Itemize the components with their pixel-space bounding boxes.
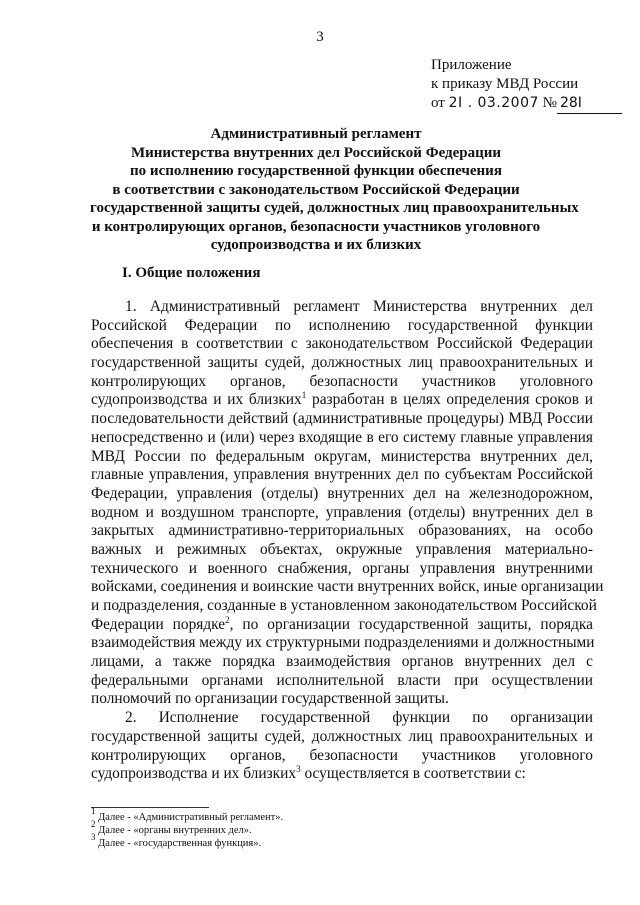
appendix-date-line bbox=[431, 94, 622, 114]
paragraph-line bbox=[91, 391, 593, 410]
title-line: в соответствии с законодательством Российской Федерации bbox=[112, 181, 520, 198]
footnote-ref: 3 bbox=[296, 764, 301, 775]
paragraph-line: государственной защиты судей, должностных лиц правоохранительных и bbox=[91, 727, 593, 745]
paragraph-line: главные управления, управления внутренних дел по субъектам Российской bbox=[91, 466, 593, 484]
paragraph-line: непосредственно и (или) через входящие в его систему главные управления bbox=[91, 428, 593, 446]
paragraph-line bbox=[91, 616, 593, 635]
document-title bbox=[90, 125, 579, 255]
title-line: судопроизводства и их близких bbox=[210, 237, 422, 253]
paragraph-line: 1. Административный регламент Министерства внутренних дел bbox=[125, 298, 593, 315]
title-line: государственной защиты судей, должностных лиц правоохранительных bbox=[90, 200, 579, 216]
paragraph-line: Российской Федерации по исполнению государственной функции bbox=[91, 316, 593, 334]
paragraph-line: Федерации, управления (отделы) внутренних дел на железнодорожном, bbox=[91, 484, 593, 502]
paragraph-line: важных и режимных объектах, окружные управления материально- bbox=[91, 540, 593, 558]
footnote-ref: 2 bbox=[225, 614, 230, 625]
footnote-separator bbox=[91, 807, 209, 808]
paragraph-line: полномочий по организации государственной защиты. bbox=[91, 690, 449, 708]
paragraph-line: 2. Исполнение государственной функции по организации bbox=[125, 709, 593, 727]
paragraph-line: войсками, соединения и воинские части внутренних войск, иные организации bbox=[91, 578, 604, 596]
footnote bbox=[91, 806, 284, 824]
title-line: Министерства внутренних дел Российской Федерации bbox=[130, 144, 502, 161]
number-label: № bbox=[542, 95, 557, 111]
appendix-title: Приложение bbox=[431, 57, 512, 73]
footnote-text: Далее - «государственная функция». bbox=[98, 838, 262, 849]
paragraph-line: контролирующих органов, безопасности участников уголовного bbox=[91, 746, 593, 764]
footnote bbox=[91, 832, 283, 850]
section-heading: I. Общие положения bbox=[122, 265, 261, 281]
footnotes bbox=[91, 806, 284, 850]
paragraph-line: МВД России по федеральным округам, министерства внутренних дел, bbox=[91, 447, 593, 465]
footnote-mark: 1 bbox=[91, 806, 96, 816]
paragraph-line: последовательности действий (административные процедуры) МВД России bbox=[91, 410, 593, 428]
paragraph-line: контролирующих органов, безопасности участников уголовного bbox=[91, 372, 593, 390]
paragraph-line: закрытых административно-территориальных образованиях, на особо bbox=[91, 522, 593, 540]
title-line: по исполнению государственной функции обеспечения bbox=[130, 163, 502, 179]
paragraph-line: водном и воздушном транспорте, управления (отделы) внутренних дел в bbox=[91, 503, 593, 521]
appendix-block bbox=[431, 56, 622, 114]
footnote-mark: 3 bbox=[91, 832, 96, 842]
body-text bbox=[91, 298, 604, 784]
page-number: 3 bbox=[316, 29, 324, 45]
text-fragment: Федерации порядке bbox=[91, 615, 226, 633]
order-number: 28I bbox=[557, 94, 622, 114]
paragraph-line: и подразделения, созданные в установленном законодательством Российской bbox=[91, 597, 597, 614]
date-prefix: от bbox=[431, 95, 445, 111]
text-fragment: осуществляется в соответствии с: bbox=[304, 765, 526, 783]
footnote bbox=[91, 819, 283, 837]
title-line: и контролирующих органов, безопасности участников уголовного bbox=[91, 218, 541, 235]
text-fragment: , по организации государственной защиты, порядка bbox=[229, 615, 593, 633]
paragraph-line: обеспечения в соответствии с законодательством Российской Федерации bbox=[91, 335, 593, 353]
paragraph-line: федеральными органами исполнительной власти при осуществлении bbox=[91, 671, 593, 689]
footnote-text: Далее - «Административный регламент». bbox=[98, 812, 284, 823]
order-date: 2I . 03.2007 bbox=[448, 95, 539, 111]
paragraph-line: лицами, а также порядка взаимодействия органов внутренних дел с bbox=[91, 653, 593, 671]
text-fragment: судопроизводства и их близких bbox=[91, 765, 297, 783]
text-fragment: разработан в целях определения сроков и bbox=[312, 391, 593, 409]
paragraph-line: государственной защиты судей, должностных лиц правоохранительных и bbox=[91, 354, 593, 372]
paragraph-line: взаимодействия между их структурными подразделениями и должностными bbox=[91, 634, 595, 652]
footnote-mark: 2 bbox=[91, 819, 96, 829]
text-fragment: судопроизводства и их близких bbox=[91, 391, 302, 409]
title-line: Административный регламент bbox=[210, 126, 422, 142]
paragraph-line: технического и военного снабжения, органы управления внутренними bbox=[91, 559, 593, 577]
paragraph-line bbox=[91, 765, 593, 784]
appendix-order-ref: к приказу МВД России bbox=[431, 76, 579, 92]
footnote-ref: 1 bbox=[301, 390, 307, 401]
footnote-text: Далее - «органы внутренних дел». bbox=[98, 825, 252, 836]
